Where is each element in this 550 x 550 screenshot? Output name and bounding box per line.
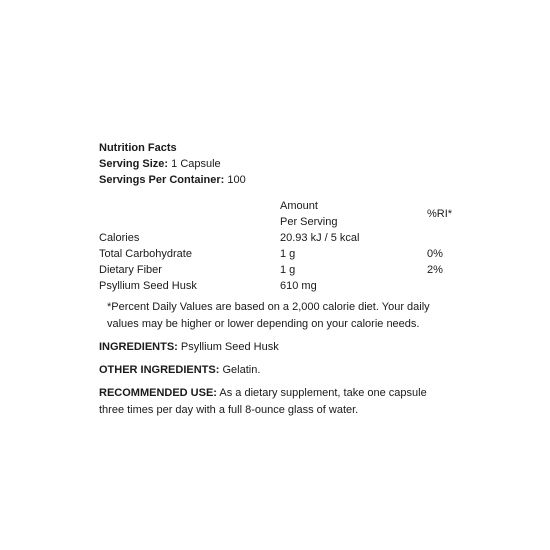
servings-per-container-label: Servings Per Container: (99, 174, 225, 186)
serving-size-value: 1 Capsule (171, 158, 221, 170)
serving-size-line (99, 156, 459, 172)
nutrition-facts-title: Nutrition Facts (99, 142, 177, 154)
row-amount: 1 g (280, 264, 296, 276)
recommended-use-value: As a dietary supplement, take one capsule three times per day with a full 8-ounce glass of water. (99, 387, 427, 416)
serving-size-label: Serving Size: (99, 158, 169, 170)
header-amount-line2: Per Serving (280, 216, 338, 228)
table-header-row (99, 198, 459, 230)
row-amount: 20.93 kJ / 5 kcal (280, 232, 360, 244)
daily-values-footnote: *Percent Daily Values are based on a 2,000 calorie diet. Your daily values may be higher or lower depending on your calorie needs. (107, 301, 430, 330)
row-name: Psyllium Seed Husk (99, 280, 197, 292)
row-name: Dietary Fiber (99, 264, 162, 276)
ingredients-value: Psyllium Seed Husk (180, 341, 279, 353)
table-row (99, 230, 459, 246)
servings-per-container-value: 100 (227, 174, 246, 186)
other-ingredients-value: Gelatin. (222, 364, 261, 376)
row-ri: 0% (427, 248, 443, 260)
nutrition-table (99, 198, 459, 294)
nutrition-facts-panel (99, 140, 459, 419)
table-row (99, 262, 459, 278)
other-ingredients-label: OTHER INGREDIENTS: (99, 364, 220, 376)
row-ri: 2% (427, 264, 443, 276)
header-amount-line1: Amount (280, 200, 318, 212)
servings-per-container-line (99, 172, 459, 188)
ingredients-line (99, 339, 439, 356)
ingredients-label: INGREDIENTS: (99, 341, 178, 353)
row-amount: 610 mg (280, 280, 317, 292)
row-amount: 1 g (280, 248, 296, 260)
header-name-cell (99, 198, 280, 230)
other-ingredients-line (99, 362, 439, 379)
table-row (99, 278, 459, 294)
header-ri-cell: %RI* (427, 208, 453, 220)
row-ri (427, 278, 459, 294)
row-ri (427, 230, 459, 246)
header-amount-cell (280, 198, 427, 230)
recommended-use-label: RECOMMENDED USE: (99, 387, 217, 399)
row-name: Calories (99, 232, 140, 244)
row-name: Total Carbohydrate (99, 248, 192, 260)
table-row (99, 246, 459, 262)
recommended-use-line (99, 385, 439, 419)
